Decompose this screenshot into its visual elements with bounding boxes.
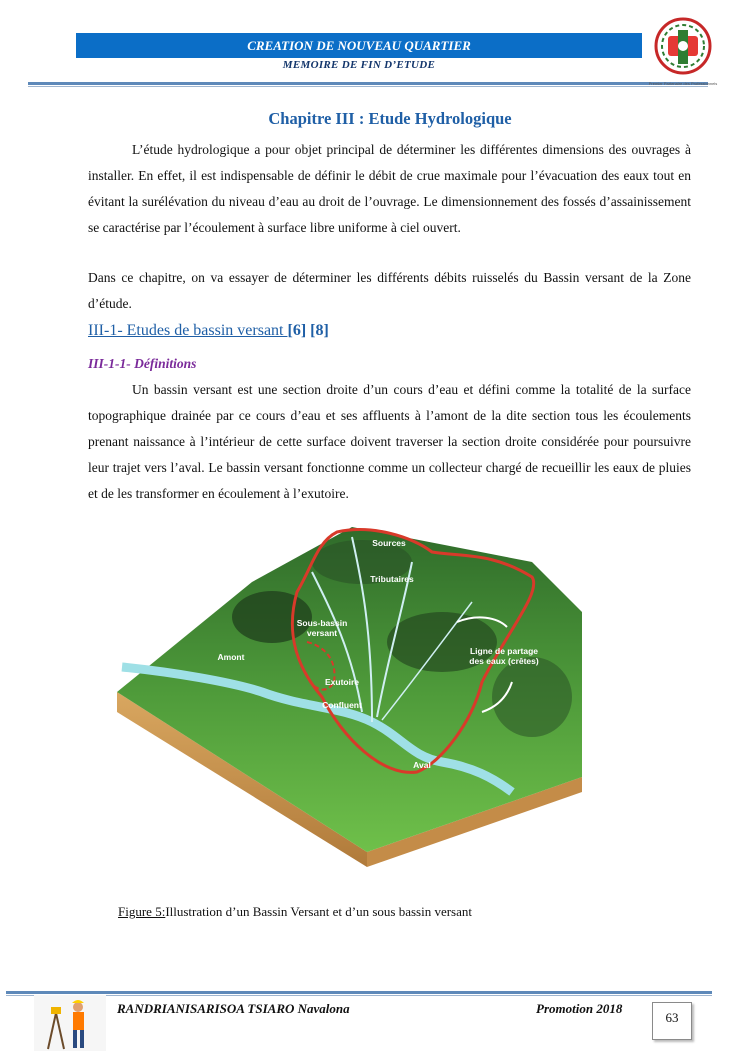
section-heading [88, 322, 329, 340]
intro-paragraph: L’étude hydrologique a pour objet principal de déterminer les différentes dimensions des ouvrages à installer. En effet, il est indispensable de définir le débit de crue maximale pour l’évacuation des eaux tout en évitant la surélévation du niveau d’eau au droit de l’ouvrage. Le dimensionnement des fossés d’assainissement se caractérise par l’écoulement à surface libre uniforme à ciel ouvert. [88, 142, 691, 235]
figure-caption-label: Figure 5: [118, 904, 166, 919]
watershed-illustration [112, 522, 597, 867]
label-amont: Amont [217, 652, 245, 662]
logo-caption: Premier Partenaire des Professionnels [648, 81, 718, 86]
ridge-shadow [232, 591, 312, 643]
label-aval: Aval [413, 760, 431, 770]
section-references: [6] [8] [287, 322, 329, 339]
chapter-scope-paragraph: Dans ce chapitre, on va essayer de déterminer les différents débits ruisselés du Bassin versant de la Zone d’étude. [88, 270, 691, 311]
footer-divider [6, 991, 712, 994]
school-logo [642, 16, 724, 80]
label-sous-bassin-2: versant [306, 628, 338, 638]
label-ligne-partage-2: des eaux (crêtes) [469, 656, 539, 666]
label-ligne-partage-1: Ligne de partage [469, 646, 539, 656]
label-sous-bassin-1: Sous-bassin [296, 618, 348, 628]
footer-author: RANDRIANISARISOA TSIARO Navalona [117, 1001, 350, 1016]
label-exutoire: Exutoire [324, 677, 360, 687]
page-number: 63 [652, 1002, 692, 1040]
figure-caption [118, 904, 472, 920]
header-subtitle: MEMOIRE DE FIN D’ETUDE [282, 59, 436, 71]
figure-caption-text: Illustration d’un Bassin Versant et d’un sous bassin versant [165, 904, 472, 919]
label-tributaires: Tributaires [370, 574, 414, 584]
header-title: CREATION DE NOUVEAU QUARTIER [76, 33, 642, 58]
subsection-heading: III-1-1- Définitions [88, 356, 197, 371]
footer-divider-thin [6, 995, 712, 996]
header-divider-thin [28, 86, 708, 87]
header-divider [28, 82, 708, 85]
label-sources: Sources [372, 538, 406, 548]
label-confluent: Confluent [322, 700, 362, 710]
chapter-title: Chapitre III : Etude Hydrologique [268, 109, 512, 128]
surveyor-icon [34, 995, 106, 1051]
section-heading-text: III-1- Etudes de bassin versant [88, 322, 288, 339]
definition-paragraph: Un bassin versant est une section droite d’un cours d’eau et défini comme la totalité de la surface topographique drainée par ce cours d’eau et ses affluents à l’amont de la dite section tous les écoulements prenant naissance à l’intérieur de cette surface doivent traverser la section droite considérée pour poursuivre leur trajet vers l’aval. Le bassin versant fonctionne comme un collecteur chargé de recueillir les eaux de pluies et de les transformer en écoulement à l’exutoire. [88, 382, 691, 501]
footer-promotion: Promotion 2018 [536, 1001, 623, 1016]
